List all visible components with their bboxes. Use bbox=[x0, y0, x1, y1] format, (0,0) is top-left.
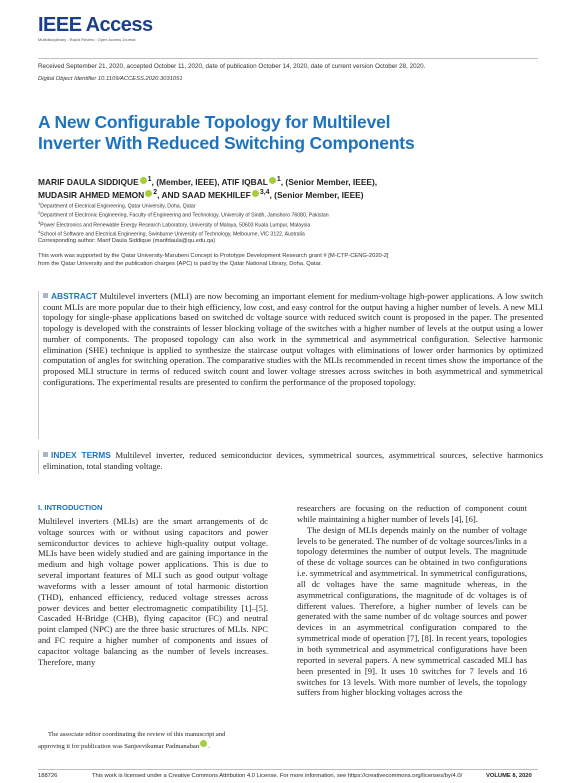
paragraph: researchers are focusing on the reduction of component count while maintaining a higher number of levels [4], [6]. bbox=[297, 503, 527, 524]
section-square-icon bbox=[43, 293, 48, 298]
page-number: 188726 bbox=[38, 773, 58, 779]
author-role: , (Member, IEEE), ATIF IQBAL bbox=[151, 176, 268, 187]
author-role: , (Senior Member, IEEE) bbox=[269, 189, 364, 200]
orcid-icon[interactable] bbox=[200, 740, 207, 747]
volume-label: VOLUME 8, 2020 bbox=[486, 773, 532, 779]
abstract-heading: ABSTRACT bbox=[51, 291, 98, 301]
abstract-text: Multilevel inverters (MLI) are now becoming an important element for medium-voltage high-power applications. A low switch count MLIs are more popular due to their high efficiency, low cost, and easy control for the output having a higher number of levels. A new MLI topology for single-phase applications based on switched dc voltage source with reduced switch count is proposed in the paper. The presented topology is developed with the constraints of lesser blocking voltage of the switches with a higher number of levels at the output using a lower number of components. The proposed topology can also work in the symmetrical and asymmetrical configuration. Selective harmonic elimination (SHE) technique is applied to synthesize the staircase output voltages with eliminations of lower order harmonics by optimized computation of angles for switching operation. The comparative studies with the MLIs recommended in recent times show the importance of the proposed MLI structure in terms of reduced switch count and lower voltage stresses across switches in both asymmetrical and symmetrical configurations. The experimental results are presented to confirm the performance of the proposed topology. bbox=[43, 291, 543, 387]
publication-dates: Received September 21, 2020, accepted October 11, 2020, date of publication October 14, 2020, date of current version October 28, 2020. bbox=[38, 63, 426, 70]
author-name: MARIF DAULA SIDDIQUE bbox=[38, 176, 139, 187]
left-column bbox=[38, 503, 268, 668]
section-heading: I. INTRODUCTION bbox=[38, 503, 103, 512]
paragraph: The design of MLIs depends mainly on the number of voltage levels to be generated. The number of dc voltage sources/links in a topology determines the number of output levels. The magnitude of these dc voltage sources can be obtained in two configurations i.e. symmetrical and asymmetrical. In symmetrical configurations, all dc voltages have the same magnitude whereas, in the asymmetrical configurations, the magnitude of dc voltages is of different values. Therefore, a higher number of levels can be generated with the same number of dc voltage sources and power devices in an asymmetrical configuration compared to the symmetrical mode of operation [7], [8]. In recent years, topologies in both symmetrical and asymmetrical configurations have been reported in several papers. A new symmetrical cascaded MLI has been presented in [9]. It uses 10 switches for 7 levels and 16 switches for 13 levels. With more number of levels, the topology suffers from higher blocking voltages across the bbox=[297, 524, 527, 698]
footer-rule bbox=[38, 769, 538, 770]
author-line-2 bbox=[38, 189, 364, 200]
title-line-1: A New Configurable Topology for Multilevel bbox=[38, 112, 391, 132]
author-sup: 2 bbox=[153, 189, 158, 196]
paragraph: Multilevel inverters (MLIs) are the smart arrangements of dc voltage sources with or without using capacitors and power semiconductor devices to achieve high-quality output voltage. MLIs have been widely studied and are gaining importance in the medium and high voltage power applications. This is due to several important features of MLI such as good output voltage waveforms with a lesser amount of total harmonic distortion (THD), enhanced efficiency, reduced voltage stresses across power devices and better electromagnetic compatibility [1]–[5]. Cascaded H-Bridge (CHB), flying capacitor (FC) and neutral point clamped (NPC) are the three basic structures of MLIs. NPC and FC require a higher number of components and issues of capacitor voltage balancing as the number of levels increases. Therefore, many bbox=[38, 515, 268, 667]
author-role: , (Senior Member, IEEE), bbox=[280, 176, 378, 187]
orcid-icon[interactable] bbox=[269, 177, 276, 184]
logo-ieee: IEEE bbox=[38, 14, 82, 36]
section-square-icon bbox=[43, 452, 48, 457]
index-terms-heading: INDEX TERMS bbox=[51, 450, 111, 460]
index-terms-text: Multilevel inverter, reduced semiconductor devices, symmetrical sources, asymmetrical sources, selective harmonics elimination, total standing voltage. bbox=[43, 450, 543, 471]
editor-note: The associate editor coordinating the review of this manuscript and approving it for publication was Sanjeevikumar Padmanaban . bbox=[38, 731, 226, 750]
logo-tagline: Multidisciplinary : Rapid Review : Open Access Journal bbox=[38, 37, 136, 42]
orcid-icon[interactable] bbox=[145, 190, 152, 197]
logo-access: Access bbox=[85, 14, 153, 36]
affiliation: $^4$School of Software and Electrical Engineering, Swinburne University of Technology, Melbourne, VIC 3122, Australia bbox=[38, 228, 305, 238]
author-sup: 1 bbox=[276, 176, 281, 183]
affiliation: $^1$Department of Electrical Engineering, Qatar University, Doha, Qatar bbox=[38, 201, 196, 210]
author-sup: 3,4 bbox=[259, 189, 270, 196]
license-note: This work is licensed under a Creative Commons Attribution 4.0 License. For more information, see https://creativecommons.org/licenses/by/4.0/ bbox=[92, 773, 463, 779]
affiliation: $^2$Department of Electronic Engineering, Faculty of Engineering and Technology, University of Sindh, Jamshoro 76080, Pakistan bbox=[38, 210, 329, 220]
author-name: MUDASIR AHMED MEMON bbox=[38, 189, 145, 200]
paper-title bbox=[38, 112, 508, 154]
author-sup: 1 bbox=[147, 176, 152, 183]
affiliation: $^3$Power Electronics and Renewable Energy Research Laboratory, University of Malaya, 50603 Kuala Lumpur, Malaysia bbox=[38, 219, 311, 229]
right-column bbox=[297, 503, 527, 698]
abstract bbox=[38, 291, 543, 439]
orcid-icon[interactable] bbox=[252, 190, 259, 197]
author-role: , AND SAAD MEKHILEF bbox=[157, 189, 251, 200]
journal-logo bbox=[38, 14, 178, 42]
header-rule bbox=[38, 58, 538, 59]
title-line-2: Inverter With Reduced Switching Components bbox=[38, 133, 415, 153]
author-line-1 bbox=[38, 176, 377, 187]
doi: Digital Object Identifier 10.1109/ACCESS.2020.3031051 bbox=[38, 76, 183, 82]
funding-note: This work was supported by the Qatar University-Marubeni Concept to Prototype Development Research grant # [M-CTP-CENG-2020-2] from the Qatar University and the publication charges (APC) is paid by the Qatar National Library, Doha, Qatar. bbox=[38, 253, 389, 267]
index-terms bbox=[38, 450, 543, 474]
orcid-icon[interactable] bbox=[140, 177, 147, 184]
corresponding-author: Corresponding author: Marif Daula Siddique (marifdaula@qu.edu.qa) bbox=[38, 238, 216, 244]
affiliations bbox=[38, 201, 329, 238]
